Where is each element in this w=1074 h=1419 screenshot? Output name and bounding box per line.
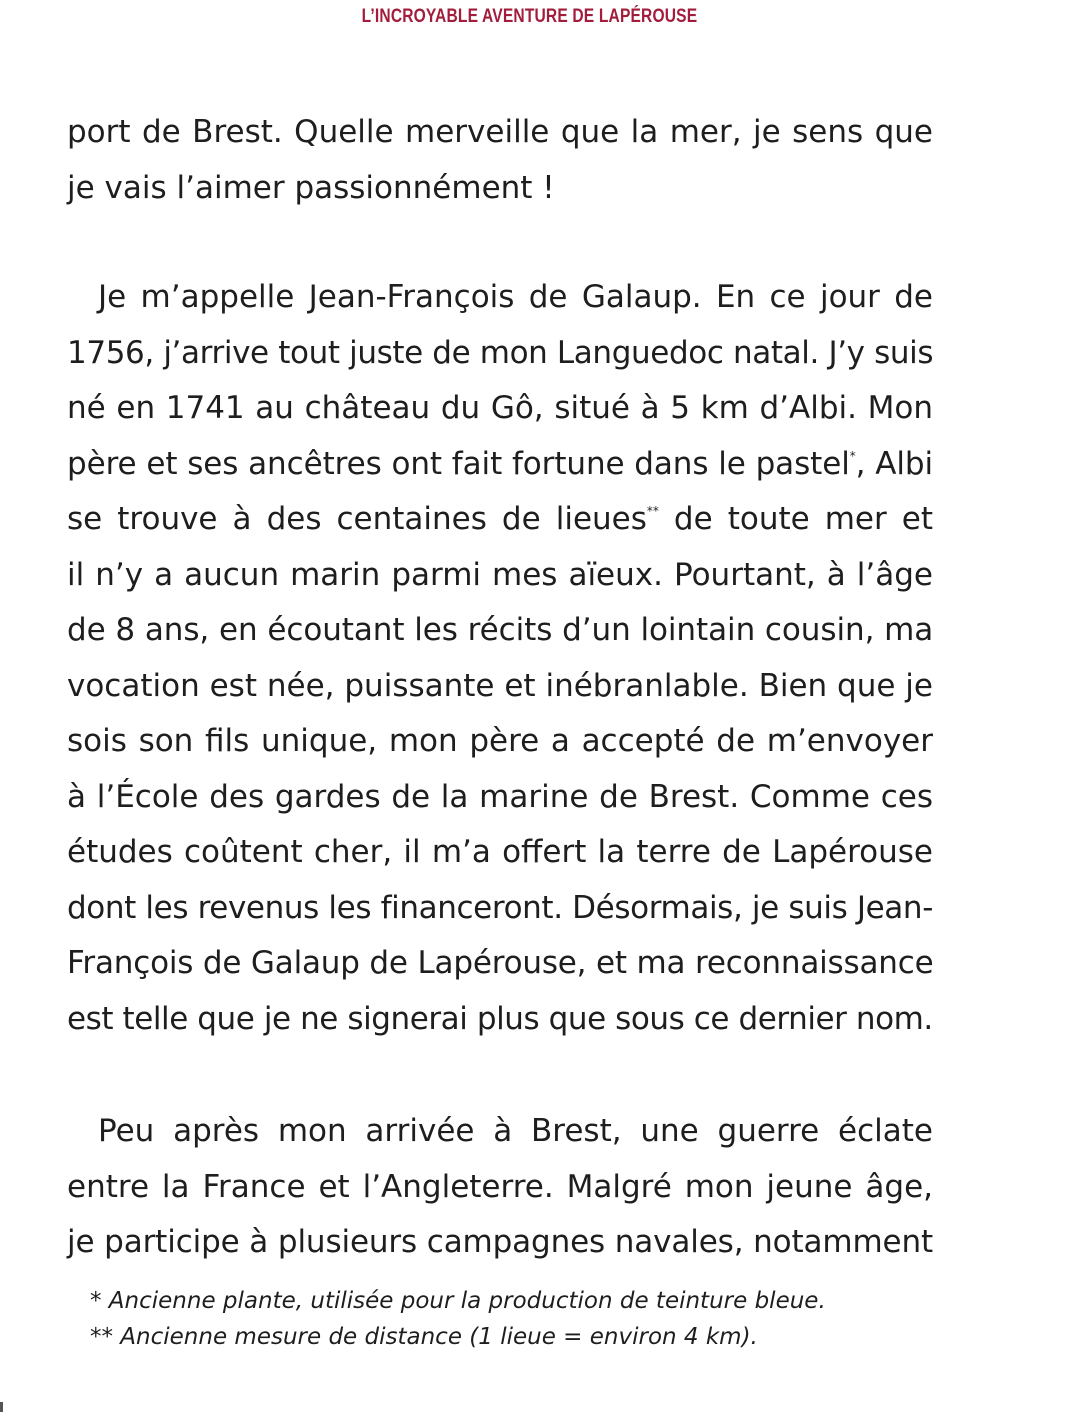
running-header: L’INCROYABLE AVENTURE DE LAPÉROUSE [361,6,698,27]
footnote-ref-2: ** [646,504,659,518]
footnote-1: * Ancienne plante, utilisée pour la production de teinture bleue. [90,1288,826,1314]
paragraph-2 [67,270,933,1047]
paragraph-3 [67,1104,933,1271]
text-line: Peu après mon arrivée à Brest, une guerre éclate [98,1113,933,1149]
text-segment: , Albi [855,445,934,482]
text-line: 1756, j’arrive tout juste de mon Languedoc natal. J’y suis [67,334,934,371]
text-segment: de toute mer et [658,501,934,537]
text-line: études coûtent cher, il m’a offert la terre de Lapérouse [67,834,933,870]
text-line: est telle que je ne signerai plus que sous ce dernier nom. [67,1000,933,1037]
text-line-with-note [67,437,933,493]
text-line: né en 1741 au château du Gô, situé à 5 km d’Albi. Mon [67,390,933,426]
text-line: Je m’appelle Jean-François de Galaup. En ce jour de [98,279,933,315]
text-line: je participe à plusieurs campagnes navales, notamment [67,1224,933,1260]
text-line: sois son fils unique, mon père a accepté de m’envoyer [67,723,933,759]
text-segment: père et ses ancêtres ont fait fortune dans le pastel [67,445,850,482]
footnotes [90,1283,826,1355]
text-line: port de Brest. Quelle merveille que la mer, je sens que [67,114,933,150]
footnote-ref-1: * [849,448,856,463]
footnote-2: ** Ancienne mesure de distance (1 lieue = environ 4 km). [90,1324,758,1350]
text-line: entre la France et l’Angleterre. Malgré mon jeune âge, [67,1168,933,1205]
text-line: de 8 ans, en écoutant les récits d’un lointain cousin, ma [67,612,934,648]
text-line: il n’y a aucun marin parmi mes aïeux. Pourtant, à l’âge [67,556,933,593]
text-line: je vais l’aimer passionnément ! [67,169,555,206]
text-line-with-note [67,492,933,548]
text-line: François de Galaup de Lapérouse, et ma reconnaissance [67,945,934,981]
page-edge-mark [0,1402,3,1412]
paragraph-1 [67,105,933,216]
text-line: vocation est née, puissante et inébranlable. Bien que je [67,667,933,704]
text-line: à l’École des gardes de la marine de Brest. Comme ces [67,778,933,815]
text-segment: se trouve à des centaines de lieues [67,501,647,537]
text-line: dont les revenus les financeront. Désormais, je suis Jean- [67,889,933,926]
